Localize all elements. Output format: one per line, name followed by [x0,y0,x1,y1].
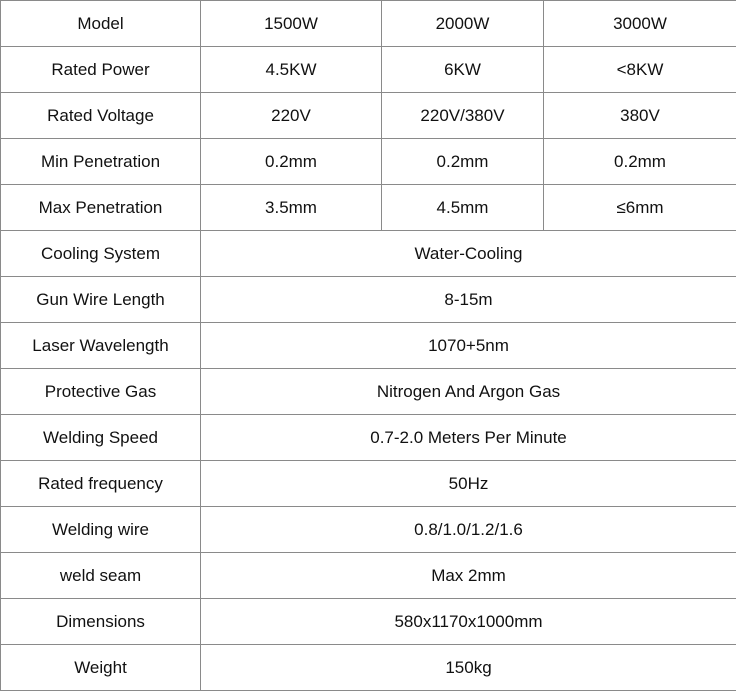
table-row [1,599,736,645]
table-cell-merged: 0.8/1.0/1.2/1.6 [201,507,736,553]
table-row-model [1,1,736,47]
table-row [1,139,736,185]
row-label: Rated Power [1,47,201,93]
table-row [1,507,736,553]
table-row [1,47,736,93]
table-cell: 4.5KW [201,47,382,93]
table-cell: 220V/380V [382,93,544,139]
table-cell: 0.2mm [201,139,382,185]
table-cell: 0.2mm [544,139,736,185]
table-cell-merged: 8-15m [201,277,736,323]
row-label: Welding Speed [1,415,201,461]
model-header-cell: 2000W [382,1,544,47]
table-row [1,553,736,599]
table-cell: 3.5mm [201,185,382,231]
model-header-cell: 3000W [544,1,736,47]
row-label: Weight [1,645,201,691]
row-label: Gun Wire Length [1,277,201,323]
table-row [1,277,736,323]
row-label: Cooling System [1,231,201,277]
table-cell-merged: Nitrogen And Argon Gas [201,369,736,415]
row-label: Rated frequency [1,461,201,507]
table-cell: <8KW [544,47,736,93]
table-row [1,461,736,507]
row-label: Rated Voltage [1,93,201,139]
row-label: Laser Wavelength [1,323,201,369]
table-row [1,93,736,139]
model-header-cell: 1500W [201,1,382,47]
table-cell-merged: 0.7-2.0 Meters Per Minute [201,415,736,461]
row-label: Model [1,1,201,47]
table-row [1,645,736,691]
table-cell: 380V [544,93,736,139]
row-label: Min Penetration [1,139,201,185]
table-cell: 0.2mm [382,139,544,185]
table-cell: 6KW [382,47,544,93]
row-label: weld seam [1,553,201,599]
table-row [1,415,736,461]
table-row [1,323,736,369]
table-cell: 220V [201,93,382,139]
row-label: Max Penetration [1,185,201,231]
table-cell-merged: Water-Cooling [201,231,736,277]
table-cell: 4.5mm [382,185,544,231]
row-label: Dimensions [1,599,201,645]
table-cell: ≤6mm [544,185,736,231]
row-label: Welding wire [1,507,201,553]
table-row [1,369,736,415]
table-row [1,231,736,277]
table-cell-merged: Max 2mm [201,553,736,599]
table-cell-merged: 50Hz [201,461,736,507]
table-cell-merged: 150kg [201,645,736,691]
table-cell-merged: 580x1170x1000mm [201,599,736,645]
table-row [1,185,736,231]
row-label: Protective Gas [1,369,201,415]
table-cell-merged: 1070+5nm [201,323,736,369]
